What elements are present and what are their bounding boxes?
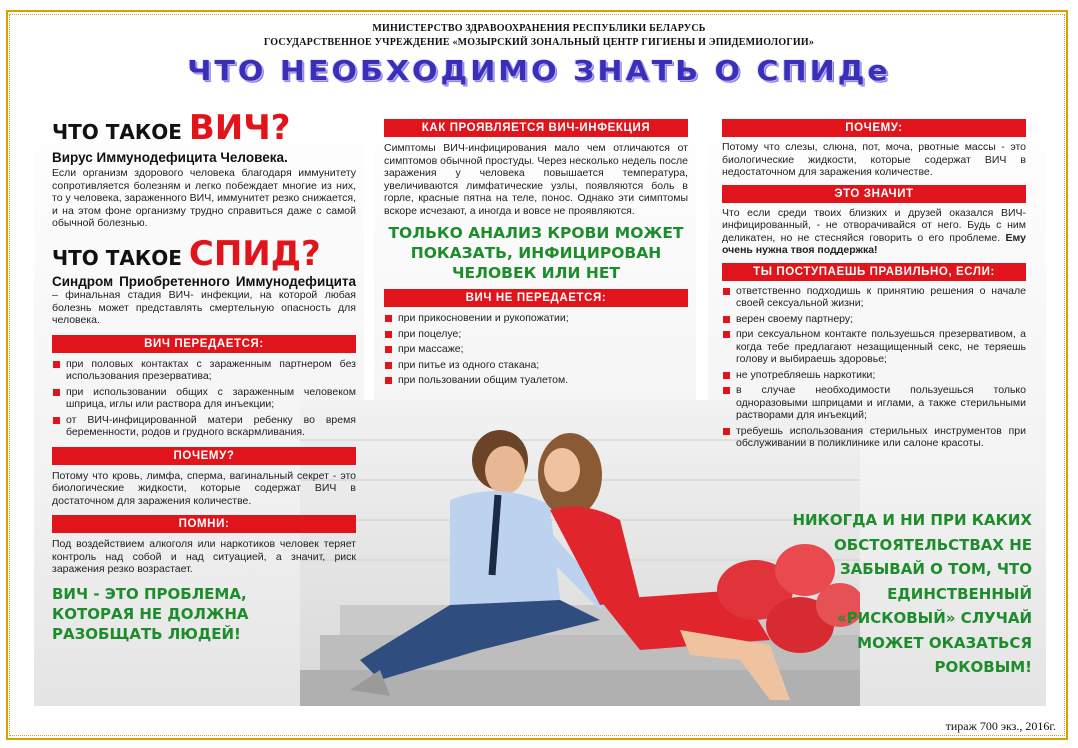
- list-item: при сексуальном контакте пользуешься презервативом, а когда тебе предлагают незащищенный секс, не теряешь голову и выбираешь здоровье;: [722, 328, 1026, 366]
- not-transmit-list: [384, 312, 688, 387]
- list-item: при использовании общих с зараженным человеком шприца, иглы или раствора для инъекции;: [52, 386, 356, 411]
- list-item: от ВИЧ-инфицированной матери ребенку во время беременности, родов и грудного вскармливания.: [52, 414, 356, 439]
- middle-column: [384, 119, 688, 390]
- manifest-bar: КАК ПРОЯВЛЯЕТСЯ ВИЧ-ИНФЕКЦИЯ: [384, 119, 688, 137]
- means-body: Что если среди твоих близких и друзей оказался ВИЧ-инфицированный, - не отворачивайся от него. Будь с ним деликатен, но не стесняйся говорить о его проблеме.: [722, 206, 1026, 244]
- aids-description: [52, 273, 356, 327]
- left-slogan: ВИЧ - ЭТО ПРОБЛЕМА, КОТОРАЯ НЕ ДОЛЖНА РАЗОБЩАТЬ ЛЮДЕЙ!: [52, 584, 249, 643]
- not-transmit-bar: ВИЧ НЕ ПЕРЕДАЕТСЯ:: [384, 289, 688, 307]
- remember-text: Под воздействием алкоголя или наркотиков человек теряет контроль над собой и над ситуацией, а значит, риск заражения резко возрастает.: [52, 538, 356, 575]
- hiv-question-prefix: ЧТО ТАКОЕ: [52, 120, 189, 144]
- poster-title: ЧТО НЕОБХОДИМО ЗНАТЬ О СПИДе: [187, 55, 891, 88]
- hiv-full-name: Вирус Иммунодефицита Человека.: [52, 150, 288, 165]
- right-actions-list: [722, 285, 1026, 450]
- list-item: требуешь использования стерильных инструментов при обслуживании в поликлинике или салоне красоты.: [722, 425, 1026, 450]
- blood-test-slogan: ТОЛЬКО АНАЛИЗ КРОВИ МОЖЕТ ПОКАЗАТЬ, ИНФИЦИРОВАН ЧЕЛОВЕК ИЛИ НЕТ: [388, 224, 684, 282]
- right-actions-bar: ТЫ ПОСТУПАЕШЬ ПРАВИЛЬНО, ЕСЛИ:: [722, 263, 1026, 281]
- aids-question: [52, 234, 356, 274]
- hiv-transmits-bar: ВИЧ ПЕРЕДАЕТСЯ:: [52, 335, 356, 353]
- why-right-bar: ПОЧЕМУ:: [722, 119, 1026, 137]
- list-item: при половых контактах с зараженным партнером без использования презерватива;: [52, 358, 356, 383]
- list-item: при прикосновении и рукопожатии;: [384, 312, 688, 325]
- why-right-text: Потому что слезы, слюна, пот, моча, рвотные массы - это биологические жидкости, которые содержат ВИЧ в недостаточном для заражения количестве.: [722, 141, 1026, 178]
- hiv-question-word: ВИЧ?: [188, 108, 291, 148]
- aids-question-word: СПИД?: [188, 233, 321, 274]
- means-text: [722, 207, 1026, 257]
- why-text: Потому что кровь, лимфа, сперма, вагинальный секрет - это биологические жидкости, которые содержат ВИЧ в достаточном для заражения количестве.: [52, 469, 356, 507]
- manifest-text: Симптомы ВИЧ-инфицирования мало чем отличаются от симптомов обычной простуды. Через несколько недель после заражения у человека повышается температура, увеличиваются лимфатические узлы, появляются боль в горле, красные пятна на теле, понос. Однако эти симптомы вскоре исчезают, а иногда и вовсе не проявляются.: [384, 142, 688, 217]
- list-item: не употребляешь наркотики;: [722, 369, 1026, 382]
- aids-full-name: Синдром Приобретенного Иммунодефицита: [52, 273, 356, 289]
- list-item: при питье из одного стакана;: [384, 359, 688, 372]
- print-run: тираж 700 экз., 2016г.: [945, 719, 1056, 733]
- hiv-description: Если организм здорового человека благодаря иммунитету сопротивляется болезням и легко побеждает многие из них, то у человека, зараженного ВИЧ, иммунитет резко снижается, и на этом фоне организму трудно справиться даже с самой обычной болезнью.: [52, 167, 356, 229]
- aids-question-prefix: ЧТО ТАКОЕ: [52, 245, 189, 270]
- list-item: верен своему партнеру;: [722, 313, 1026, 326]
- means-support: Ему очень нужна твоя поддержка!: [722, 231, 1026, 256]
- aids-text: – финальная стадия ВИЧ- инфекции, на которой любая болезнь может представлять смертельную опасность для человека.: [52, 289, 356, 326]
- left-column: [52, 108, 356, 644]
- list-item: в случае необходимости пользуешься только одноразовыми шприцами и иглами, а также стерильными растворами для инъекций;: [722, 384, 1026, 422]
- why-bar: ПОЧЕМУ?: [52, 447, 356, 465]
- hiv-question: [52, 108, 356, 148]
- right-column: [722, 119, 1026, 453]
- right-slogan: НИКОГДА И НИ ПРИ КАКИХ ОБСТОЯТЕЛЬСТВАХ НЕ ЗАБЫВАЙ О ТОМ, ЧТО ЕДИНСТВЕННЫЙ «РИСКОВЫЙ» СЛУЧАЙ МОЖЕТ ОКАЗАТЬСЯ РОКОВЫМ!: [792, 511, 1032, 676]
- ministry-line: МИНИСТЕРСТВО ЗДРАВООХРАНЕНИЯ РЕСПУБЛИКИ БЕЛАРУСЬ: [372, 23, 706, 34]
- remember-bar: ПОМНИ:: [52, 515, 356, 533]
- hiv-transmits-list: [52, 358, 356, 439]
- institution-line: ГОСУДАРСТВЕННОЕ УЧРЕЖДЕНИЕ «МОЗЫРСКИЙ ЗОНАЛЬНЫЙ ЦЕНТР ГИГИЕНЫ И ЭПИДЕМИОЛОГИИ»: [263, 37, 815, 48]
- list-item: при массаже;: [384, 343, 688, 356]
- list-item: при поцелуе;: [384, 328, 688, 341]
- list-item: при пользовании общим туалетом.: [384, 374, 688, 387]
- means-bar: ЭТО ЗНАЧИТ: [722, 185, 1026, 203]
- list-item: ответственно подходишь к принятию решения о начале своей сексуальной жизни;: [722, 285, 1026, 310]
